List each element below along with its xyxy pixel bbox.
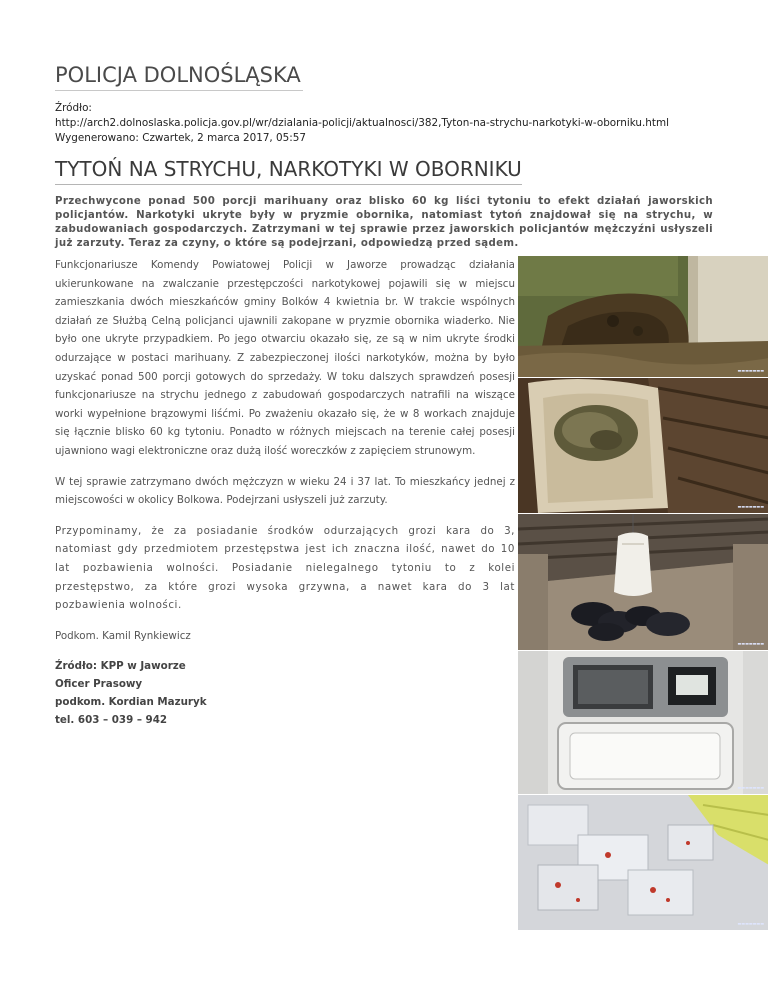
document-page — [55, 60, 764, 926]
digital-scale-photo[interactable] — [518, 651, 768, 794]
article-lead: Przechwycone ponad 500 porcji marihuany oraz blisko 60 kg liści tytoniu to efekt działań jaworskich policjantów. Narkotyki ukryte były w pryzmie obornika, natomiast tytoń znajdował się na strychu, w zabudowaniach gospodarczych. Zatrzymani w tej sprawie przez jaworskich policjantów mężczyźni usłyszeli już zarzuty. Teraz za czyny, o które są podejrzani, odpowiedzą przed sądem. — [55, 196, 713, 249]
press-source: Źródło: KPP w Jaworze — [55, 659, 186, 672]
manure-pile-image — [518, 256, 768, 377]
photo-watermark-4: ▬▬▬▬▬▬▬ — [737, 785, 764, 790]
photo-watermark-1: ▬▬▬▬▬▬▬ — [737, 368, 764, 373]
photo-watermark-2: ▬▬▬▬▬▬▬ — [737, 504, 764, 509]
photo-column — [518, 256, 768, 931]
source-label: Źródło: — [55, 102, 92, 114]
source-url[interactable]: http://arch2.dolnoslaska.policja.gov.pl/wr/dzialania-policji/aktualnosci/382,Tyton-na-strychu-narkotyki-w-oborniku.html — [55, 117, 669, 129]
article-content — [55, 256, 764, 926]
article-paragraph-1: Funkcjonariusze Komendy Powiatowej Policji w Jaworze prowadząc działania ukierunkowane na zwalczanie przestępczości narkotykowej pojawili się w miejscu zamieszkania dwóch mieszkańców gminy Bolków 4 kwietnia br. W trakcie wspólnych działań ze Służbą Celną policjanci ujawnili zakopane w pryzmie obornika wiaderko. Nie było one ukryte przypadkiem. Po jego otwarciu okazało się, ze są w nim ukryte środki odurzające w postaci marihuany. Z zabezpieczonej ilości narkotyków, można by było uzyskać ponad 500 porcji gotowych do sprzedaży. W toku dalszych sprawdzeń posesji funkcjonariusze na strychu jednego z zabudowań gospodarczych natrafili na wiszące worki wypełnione brązowymi liśćmi. Po zważeniu okazało się, że w 8 workach znajduje się łącznie blisko 60 kg tytoniu. Ponadto w różnych miejscach na terenie całej posesji ujawniono wagi elektroniczne oraz dużą ilość woreczków z zapięciem strunowym. — [55, 259, 515, 457]
manure-pile-photo[interactable] — [518, 256, 768, 377]
zip-bags-photo[interactable] — [518, 795, 768, 930]
site-title: POLICJA DOLNOŚLĄSKA — [55, 63, 301, 87]
bags-image — [518, 795, 768, 930]
attic-hanging-bag-photo[interactable] — [518, 514, 768, 650]
attic-image — [518, 514, 768, 650]
sack-image — [518, 378, 768, 513]
article-title: TYTOŃ NA STRYCHU, NARKOTYKI W OBORNIKU — [55, 154, 522, 185]
photo-watermark-5: ▬▬▬▬▬▬▬ — [737, 921, 764, 926]
photo-watermark-3: ▬▬▬▬▬▬▬ — [737, 641, 764, 646]
sack-with-leaves-photo[interactable] — [518, 378, 768, 513]
generated-date: Wygenerowano: Czwartek, 2 marca 2017, 05:57 — [55, 132, 306, 144]
article-paragraph-2: W tej sprawie zatrzymano dwóch mężczyzn w wieku 24 i 37 lat. To mieszkańcy jednej z miejscowości w okolicy Bolkowa. Podejrzani usłyszeli już zarzuty. — [55, 475, 515, 507]
press-role: Oficer Prasowy — [55, 677, 143, 690]
press-officer: podkom. Kordian Mazuryk — [55, 695, 207, 708]
article-paragraph-3: Przypominamy, że za posiadanie środków odurzających grozi kara do 3, natomiast gdy przedmiotem przestępstwa jest ich znaczna ilość, nawet do 10 lat pozbawienia wolności. Posiadanie nielegalnego tytoniu to z kolei przestępstwo, za które grozi wysoka grzywna, a nawet kara do 3 lat pozbawienia wolności. — [55, 524, 515, 612]
article-signoff: Podkom. Kamil Rynkiewicz — [55, 629, 191, 642]
scale-image — [518, 651, 768, 794]
press-phone: tel. 603 – 039 – 942 — [55, 713, 168, 726]
site-header — [55, 60, 303, 91]
